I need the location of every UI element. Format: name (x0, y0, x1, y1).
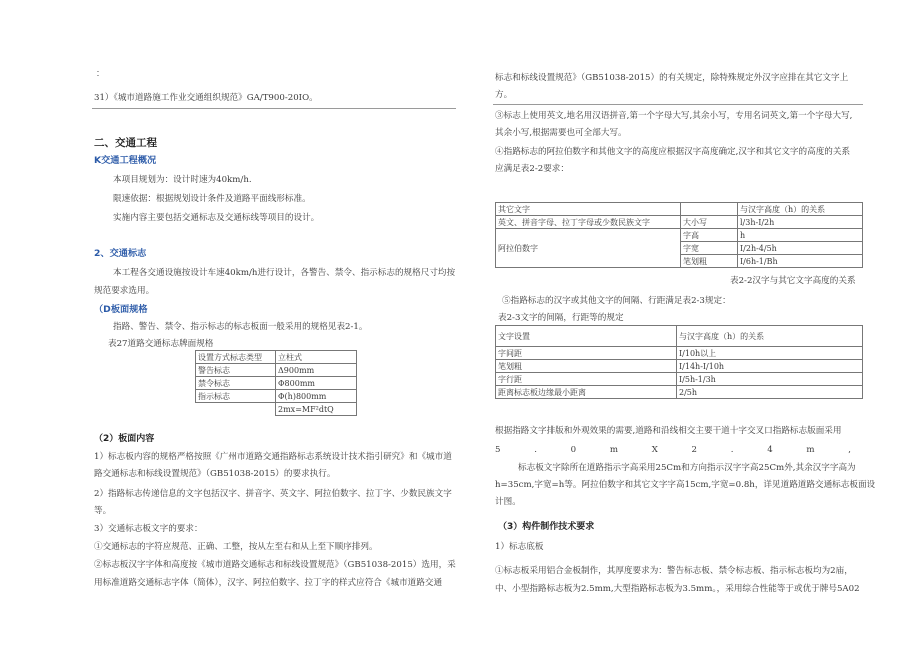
rule-5: ⑤指路标志的汉字或其他文字的间隔、行距满足表2-3规定： (502, 296, 731, 306)
table-cell: 阿拉伯数字 (496, 229, 681, 268)
header-rule (493, 104, 863, 105)
subsection-title-traffic-signs: 2、交通标志 (94, 248, 147, 259)
content-item-2-line-2: 等。 (94, 506, 112, 516)
paragraph-scope: 实施内容主要包括交通标志及交通标线等项目的设计。 (113, 213, 320, 223)
table-cell: 文字设置 (496, 326, 677, 347)
subsection-title-panel-content: （2）板面内容 (94, 434, 155, 444)
layout-line-5: 计图。 (495, 497, 521, 507)
size-char: 0 (570, 445, 577, 455)
header-rule (92, 108, 456, 109)
table-cell: 警告标志 (196, 364, 276, 377)
table-row (196, 390, 357, 403)
table-cell: I/14h-I/10h (677, 360, 863, 373)
table-27-caption: 表27道路交通标志牌面规格 (108, 339, 214, 349)
layout-line-1: 根据指路文字排版和外观效果的需要,道路和沿线相交主要干道十字交叉口指路标志版面采用 (495, 426, 842, 436)
table-2-3-spacing (495, 325, 863, 399)
table-cell: 笔划粗 (496, 360, 677, 373)
table-row (496, 216, 863, 229)
table-cell: h (738, 229, 863, 242)
table-cell: 与汉字高度（h）的关系 (677, 326, 863, 347)
size-char: 5 (495, 445, 501, 455)
table-row (496, 347, 863, 360)
table-cell: 立柱式 (276, 351, 357, 364)
table-cell (196, 403, 276, 416)
table-row (196, 364, 357, 377)
table-27-sign-panel-spec (195, 350, 357, 416)
stray-colon: ： (96, 69, 105, 79)
reference-31: 31）《城市道路施工作业交通组织规范》GA/T900-20IO。 (94, 93, 318, 103)
table-cell: 与汉字高度（h）的关系 (738, 203, 863, 216)
table-cell: I/6h-1/Bh (738, 255, 863, 268)
size-char: , (848, 445, 851, 455)
rule-4-line-1: ④指路标志的阿拉伯数字和其他文字的高度应根据汉字高度确定,汉字和其它文字的高度的关系 (495, 147, 851, 157)
content-item-3: 3）交通标志板文字的要求： (94, 524, 203, 534)
table-cell: I/5h-1/3h (677, 373, 863, 386)
right-page (460, 0, 920, 651)
table-row (496, 203, 863, 216)
table-row (196, 403, 357, 416)
table-cell: 字高 (681, 229, 738, 242)
table-cell: 其它文字 (496, 203, 681, 216)
content-item-2-line-1: 2）指路标志传递信息的文字包括汉字、拼音字、英文字、阿拉伯数字、拉丁字、少数民族文字 (94, 489, 452, 499)
table-cell: I/2h-4/5h (738, 242, 863, 255)
paragraph-panel-spec: 指路、警告、禁令、指示标志的标志板面一般采用的规格见表2-1。 (113, 322, 368, 332)
table-cell: Δ900mm (276, 364, 357, 377)
subsection-title-overview: K交通工程概况 (94, 155, 157, 166)
size-char: m (806, 445, 815, 455)
content-item-3-2-line-2: 用标准道路交通标志字体（简体），汉字、阿拉伯数字、拉丁字的样式应符合《城市道路交通 (94, 578, 443, 588)
rule-3-line-1: ③标志上使用英文,地名用汉语拼音,第一个字母大写,其余小写，专用名词英文,第一个字母大写, (495, 111, 853, 121)
table-cell: 字间距 (496, 347, 677, 360)
table-cell: Φ800mm (276, 377, 357, 390)
table-cell: 设置方式标志类型 (196, 351, 276, 364)
rule-4-line-2: 应满足表2-2要求： (495, 164, 569, 174)
layout-size-spaced (495, 444, 851, 456)
table-cell: 指示标志 (196, 390, 276, 403)
fabrication-item-1: 1）标志底板 (495, 542, 544, 552)
table-cell: 距离标志板边缘最小距离 (496, 386, 677, 399)
right-line-1: 标志和标线设置规范》（GB51038-2015）的有关规定，除特殊规定外汉字应排在其它文字上 (495, 73, 849, 83)
subsection-title-panel-spec: （D板面规格 (94, 304, 148, 315)
table-cell (681, 203, 738, 216)
table-2-2-caption: 表2-2汉字与其它文字高度的关系 (730, 276, 856, 286)
table-row (196, 377, 357, 390)
table-cell: 2/5h (677, 386, 863, 399)
table-row (496, 229, 863, 242)
table-cell: 笔划粗 (681, 255, 738, 268)
table-2-3-caption: 表2-3文字的间隔，行距等的规定 (498, 313, 624, 323)
section-title-traffic-engineering: 二、交通工程 (94, 137, 157, 149)
subsection-title-fabrication: （3）构件制作技术要求 (498, 522, 595, 532)
table-cell: Φ(h)800mm (276, 390, 357, 403)
layout-line-4: h=35cm,字宽=h等。阿拉伯数字和其它文字字高15cm,字宽=0.8h，详见道路道路交通标志板面设 (495, 480, 876, 490)
fabrication-line-2: 中、小型指路标志板为2.5mm,大型指路标志板为3.5mm。，采用综合性能等于或优于牌号5A02 (495, 584, 860, 594)
table-cell: 字宽 (681, 242, 738, 255)
content-item-3-1: ①交通标志的字符应规范、正确、工整，按从左至右和从上至下顺序排列。 (94, 542, 378, 552)
table-row (196, 351, 357, 364)
table-cell: I/10h以上 (677, 347, 863, 360)
content-item-1-line-1: 1）标志板内容的规格严格按照《广州市道路交通指路标志系统设计技术指引研究》和《城市道 (94, 452, 452, 462)
right-line-2: 方。 (495, 90, 513, 100)
table-row (496, 326, 863, 347)
table-cell: 字行距 (496, 373, 677, 386)
table-cell: 大小写 (681, 216, 738, 229)
table-cell: 禁令标志 (196, 377, 276, 390)
table-row (496, 373, 863, 386)
table-2-2-text-height (495, 202, 863, 268)
rule-3-line-2: 其余小写,根据需要也可全部大写。 (495, 128, 627, 138)
paragraph-speed-basis: 限速依据：根据规划设计条件及道路平面线形标准。 (113, 194, 311, 204)
table-cell: 2mx=MF²dtQ (276, 403, 357, 416)
table-cell: 英文、拼音字母、拉丁字母或少数民族文字 (496, 216, 681, 229)
table-row (496, 386, 863, 399)
size-char: 2 (691, 445, 698, 455)
size-char: . (534, 445, 537, 455)
paragraph-signs-line-1: 本工程各交通设施按设计车速40km/h进行设计，各警告、禁令、指示标志的规格尺寸均按 (113, 268, 456, 278)
paragraph-design-speed: 本项目规划为：设计时速为40km/h. (113, 175, 252, 185)
size-char: 4 (767, 445, 773, 455)
table-row (496, 360, 863, 373)
size-char: X (651, 445, 658, 455)
fabrication-line-1: ①标志板采用铝合金板制作，其厚度要求为：警告标志板、禁令标志板、指示标志板均为2庙， (495, 566, 853, 576)
table-cell: l/3h-I/2h (738, 216, 863, 229)
layout-line-3: 标志板文字除所在道路指示字高采用25Cm和方向指示汉字字高25Cm外,其余汉字字高为 (518, 463, 856, 473)
content-item-1-line-2: 路交通标志和标线设置规范》（GB51038-2015）的要求执行。 (94, 469, 336, 479)
paragraph-signs-line-2: 规范要求选用。 (94, 286, 155, 296)
content-item-3-2-line-1: ②标志板汉字字体和高度按《城市道路交通标志和标线设置规范》（GB51038-2015）选用，采 (94, 560, 456, 570)
size-char: m (609, 445, 618, 455)
size-char: . (730, 445, 734, 455)
